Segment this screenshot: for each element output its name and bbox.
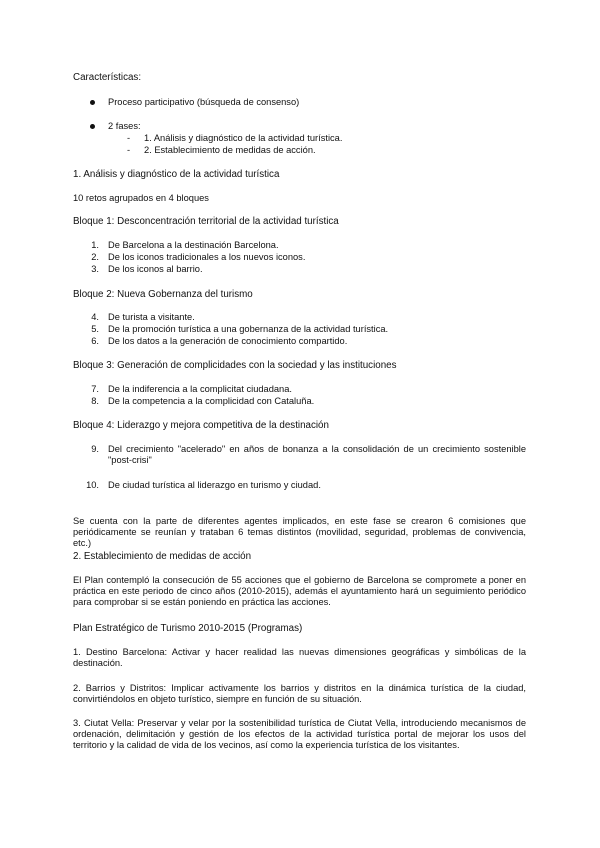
list-item: De los iconos tradicionales a los nuevos iconos. (108, 252, 306, 262)
list-number: 6. (91, 336, 99, 346)
bullet-icon (90, 100, 95, 105)
dash-icon: - (127, 145, 131, 155)
list-number: 8. (91, 396, 99, 406)
list-number: 10. (86, 480, 99, 490)
list-number: 3. (91, 264, 99, 274)
programa-3: 3. Ciutat Vella: Preservar y velar por la sostenibilidad turística de Ciutat Vella, introduciendo mecanismos de ordenación, delimitación y gestión de los efectos de la actividad turística portal de mejorar los usos del territorio y la calidad de vida de los vecinos, así como la experiencia turística de los visitantes. (73, 718, 526, 750)
list-number: 5. (91, 324, 99, 334)
list-item: De la promoción turística a una gobernanza de la actividad turística. (108, 324, 389, 334)
list-item: De Barcelona a la destinación Barcelona. (108, 240, 279, 250)
list-number: 2. (91, 252, 99, 262)
bloque4-title: Bloque 4: Liderazgo y mejora competitiva de la destinación (73, 420, 329, 431)
programa-2: 2. Barrios y Distritos: Implicar activamente los barrios y distritos en la dinámica turística de la ciudad, convirtiéndolos en objeto turístico, siempre en función de su situación. (73, 683, 526, 704)
list-item: De turista a visitante. (108, 312, 195, 322)
bloque1-title: Bloque 1: Desconcentración territorial de la actividad turística (73, 216, 339, 227)
list-number: 1. (91, 240, 99, 250)
bullet-item-proceso: Proceso participativo (búsqueda de consenso) (108, 97, 300, 107)
list-item: De los datos a la generación de conocimiento compartido. (108, 336, 348, 346)
paragraph-agentes: Se cuenta con la parte de diferentes agentes implicados, en este fase se crearon 6 comisiones que periódicamente se reunían y trataban 6 temas distintos (movilidad, seguridad, problemas de convivencia, etc.) (73, 516, 526, 548)
section2-paragraph: El Plan contempló la consecución de 55 acciones que el gobierno de Barcelona se compromete a poner en práctica en este periodo de cinco años (2010-2015), además el ayuntamiento hará un seguimiento periódico para comprobar si se están poniendo en práctica las acciones. (73, 575, 526, 607)
caracteristicas-title: Características: (73, 72, 142, 83)
section1-intro: 10 retos agrupados en 4 bloques (73, 193, 209, 203)
bloque2-title: Bloque 2: Nueva Gobernanza del turismo (73, 289, 253, 300)
bloque3-title: Bloque 3: Generación de complicidades con la sociedad y las instituciones (73, 360, 397, 371)
list-number: 4. (91, 312, 99, 322)
list-number: 7. (91, 384, 99, 394)
list-number: 9. (91, 444, 99, 454)
list-item: De la indiferencia a la complicitat ciudadana. (108, 384, 292, 394)
dash-icon: - (127, 133, 131, 143)
fase-item-1: 1. Análisis y diagnóstico de la actividad turística. (144, 133, 343, 143)
list-item: De ciudad turística al liderazgo en turismo y ciudad. (108, 480, 321, 490)
bullet-item-fases: 2 fases: (108, 121, 141, 131)
plan-title: Plan Estratégico de Turismo 2010-2015 (Programas) (73, 623, 303, 634)
programa-1: 1. Destino Barcelona: Activar y hacer realidad las nuevas dimensiones geográficas y simbólicas de la destinación. (73, 647, 526, 668)
fase-item-2: 2. Establecimiento de medidas de acción. (144, 145, 316, 155)
list-item: De los iconos al barrio. (108, 264, 203, 274)
list-item: De la competencia a la complicidad con Cataluña. (108, 396, 315, 406)
bullet-icon (90, 124, 95, 129)
list-item: Del crecimiento "acelerado" en años de bonanza a la consolidación de un crecimiento sostenible "post-crisi" (108, 444, 526, 465)
section1-title: 1. Análisis y diagnóstico de la actividad turística (73, 169, 280, 180)
section2-title: 2. Establecimiento de medidas de acción (73, 551, 252, 562)
